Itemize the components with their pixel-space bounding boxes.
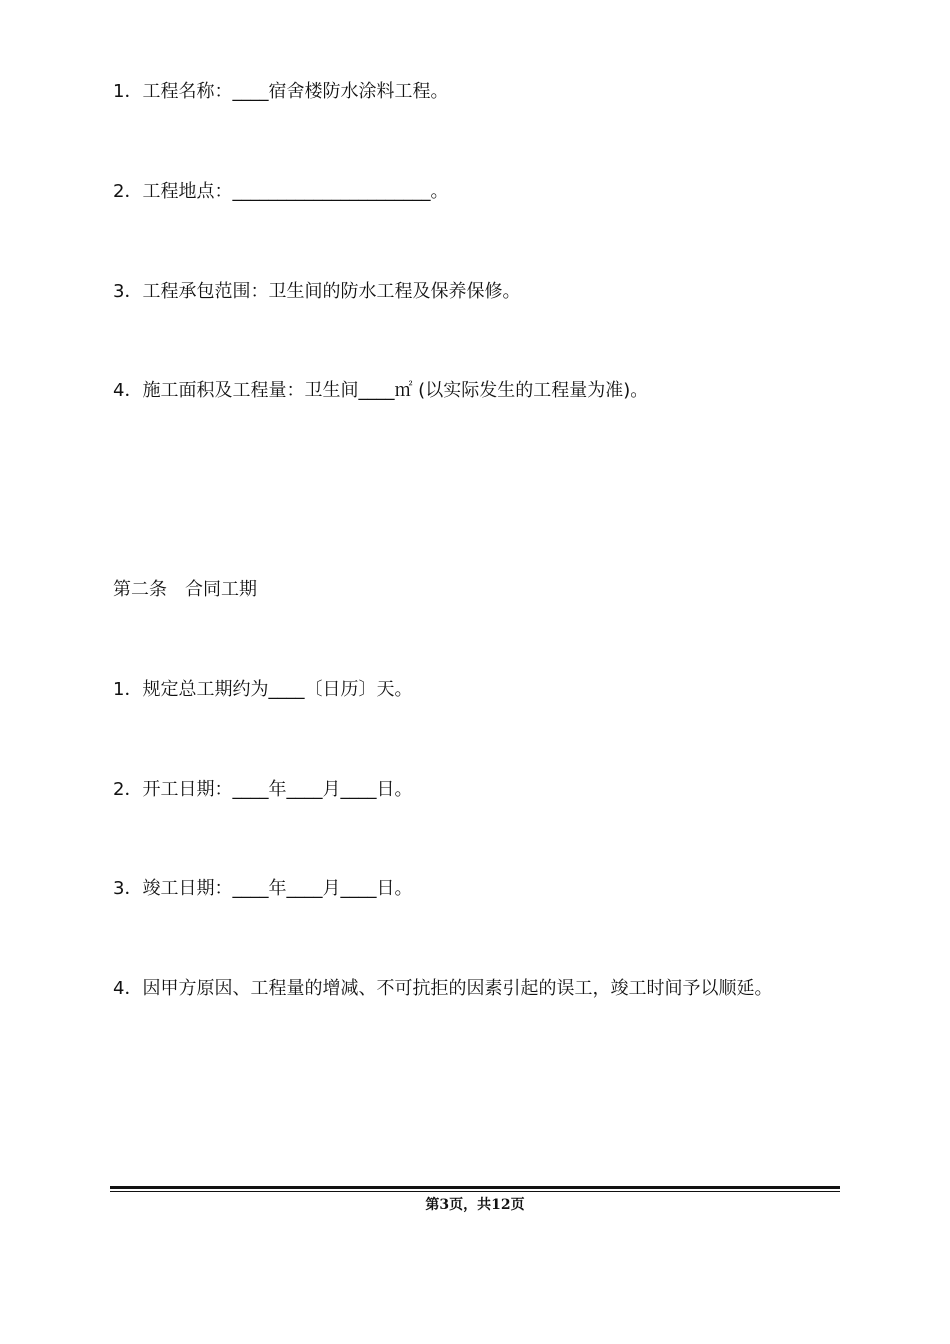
completion-date-item: 3．竣工日期：____年____月____日。: [113, 878, 413, 899]
start-date-item: 2．开工日期：____年____月____日。: [113, 779, 413, 800]
project-name-item: 1．工程名称：____宿舍楼防水涂料工程。: [113, 81, 449, 102]
total-duration-item: 1．规定总工期约为____〔日历〕天。: [113, 679, 413, 700]
project-location-item: 2．工程地点：______________________。: [113, 181, 449, 202]
article-two-heading: 第二条 合同工期: [113, 579, 257, 600]
page-number-label: 第3页，共12页: [425, 1197, 525, 1213]
footer-rule-thick: [110, 1186, 840, 1189]
delay-extension-item: 4．因甲方原因、工程量的增减、不可抗拒的因素引起的误工，竣工时间予以顺延。: [113, 978, 773, 999]
project-area-item: 4．施工面积及工程量：卫生间____㎡ (以实际发生的工程量为准)。: [113, 380, 649, 401]
project-scope-item: 3．工程承包范围：卫生间的防水工程及保养保修。: [113, 281, 521, 302]
footer-rule-thin: [110, 1191, 840, 1192]
